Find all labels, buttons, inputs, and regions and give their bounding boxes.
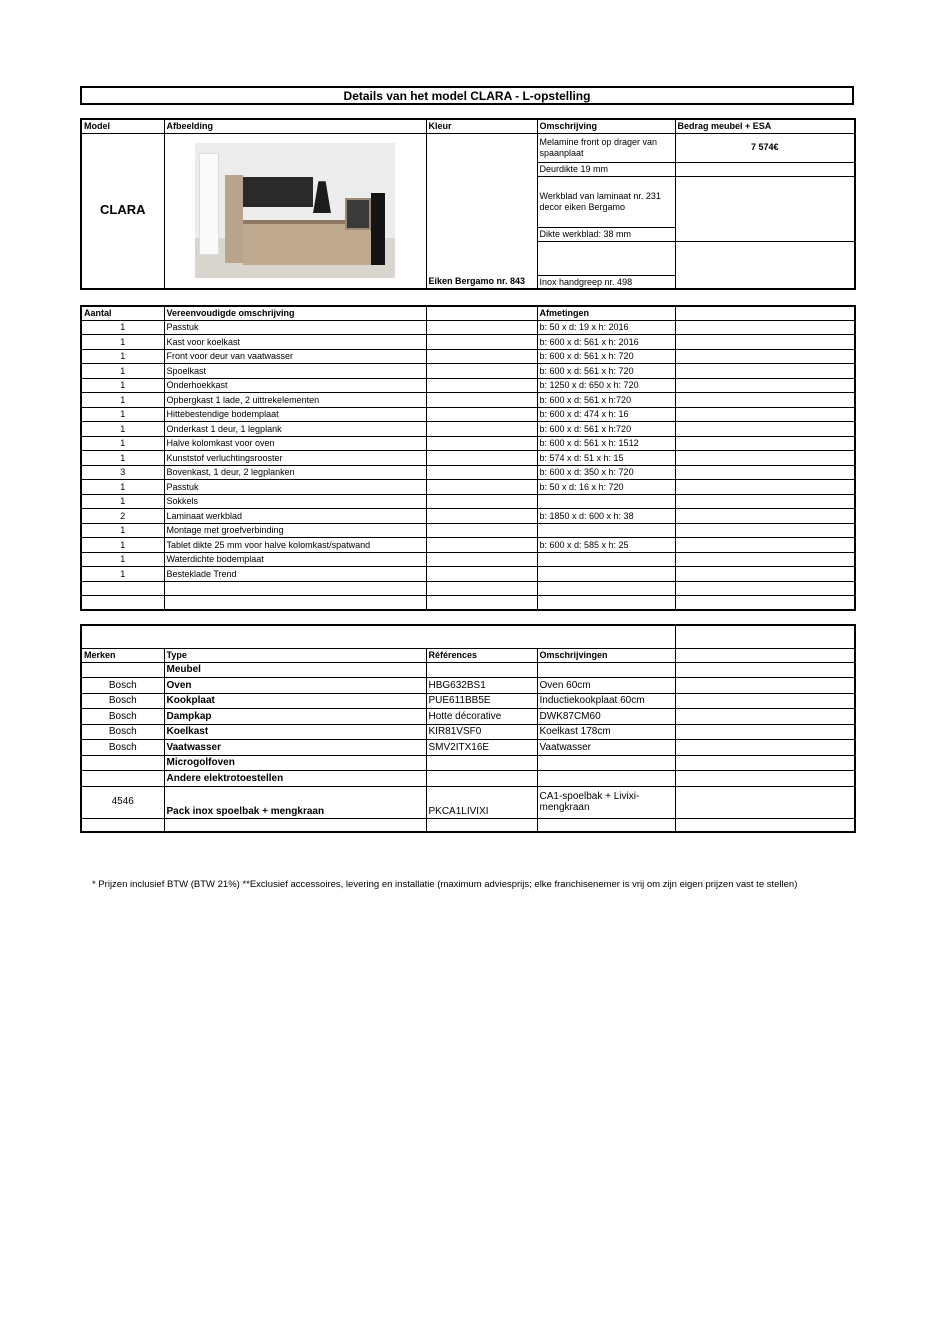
appliance-brand: [81, 771, 164, 787]
item-dimensions: b: 600 x d: 561 x h: 1512: [537, 436, 675, 451]
description-2: Deurdikte 19 mm: [537, 162, 675, 176]
item-qty: 1: [81, 393, 164, 408]
appliance-brand: [81, 755, 164, 771]
item-qty: 1: [81, 480, 164, 495]
item-description: Hittebestendige bodemplaat: [164, 407, 426, 422]
item-description: [164, 581, 426, 596]
appliance-reference: [426, 755, 537, 771]
header-price: Bedrag meubel + ESA: [675, 119, 855, 133]
item-qty: 1: [81, 422, 164, 437]
appliance-type: Microgolfoven: [164, 755, 426, 771]
item-row: [81, 567, 855, 582]
appliance-description: Vaatwasser: [537, 740, 675, 756]
item-dimensions: b: 600 x d: 561 x h:720: [537, 422, 675, 437]
price-value: 7 574€: [675, 133, 855, 162]
appliance-type: Meubel: [164, 662, 426, 678]
item-dimensions: b: 600 x d: 350 x h: 720: [537, 465, 675, 480]
item-dimensions: b: 600 x d: 561 x h:720: [537, 393, 675, 408]
item-description: Onderhoekkast: [164, 378, 426, 393]
item-qty: 1: [81, 567, 164, 582]
appliance-description: Koelkast 178cm: [537, 724, 675, 740]
item-qty: 1: [81, 451, 164, 466]
item-row: [81, 393, 855, 408]
item-dimensions: [537, 581, 675, 596]
appliance-description: Oven 60cm: [537, 678, 675, 694]
item-description: Waterdichte bodemplaat: [164, 552, 426, 567]
item-qty: 1: [81, 335, 164, 350]
item-description: Passtuk: [164, 320, 426, 335]
pack-type: Pack inox spoelbak + mengkraan: [164, 786, 426, 818]
item-dimensions: [537, 494, 675, 509]
item-dimensions: b: 600 x d: 561 x h: 720: [537, 364, 675, 379]
item-dimensions: b: 600 x d: 474 x h: 16: [537, 407, 675, 422]
item-row: [81, 422, 855, 437]
page-title: [80, 86, 854, 105]
item-description: [164, 596, 426, 611]
item-dimensions: [537, 552, 675, 567]
appliance-row: [81, 755, 855, 771]
header-brand: Merken: [81, 648, 164, 662]
header-reference: Références: [426, 648, 537, 662]
appliance-description: [537, 771, 675, 787]
item-dimensions: b: 600 x d: 561 x h: 720: [537, 349, 675, 364]
color-value: Eiken Bergamo nr. 843: [426, 133, 537, 289]
page-title-text: Details van het model CLARA - L-opstelling: [343, 88, 591, 103]
header-model: Model: [81, 119, 164, 133]
item-dimensions: [537, 567, 675, 582]
item-qty: 1: [81, 407, 164, 422]
item-description: Kunststof verluchtingsrooster: [164, 451, 426, 466]
item-row: [81, 538, 855, 553]
item-row: [81, 465, 855, 480]
description-3: Werkblad van laminaat nr. 231 decor eiken Bergamo: [537, 176, 675, 227]
item-description: Passtuk: [164, 480, 426, 495]
item-row: [81, 523, 855, 538]
item-dimensions: b: 1250 x d: 650 x h: 720: [537, 378, 675, 393]
item-description: Front voor deur van vaatwasser: [164, 349, 426, 364]
header-image: Afbeelding: [164, 119, 426, 133]
header-type: Type: [164, 648, 426, 662]
item-dimensions: b: 600 x d: 585 x h: 25: [537, 538, 675, 553]
item-row: [81, 436, 855, 451]
appliance-type: Koelkast: [164, 724, 426, 740]
pack-description: CA1-spoelbak + Livixi-mengkraan: [537, 786, 675, 818]
item-dimensions: b: 50 x d: 19 x h: 2016: [537, 320, 675, 335]
item-qty: 1: [81, 320, 164, 335]
item-qty: 1: [81, 378, 164, 393]
item-qty: 3: [81, 465, 164, 480]
item-row: [81, 509, 855, 524]
item-dimensions: b: 1850 x d: 600 x h: 38: [537, 509, 675, 524]
appliance-row: [81, 724, 855, 740]
appliance-reference: [426, 771, 537, 787]
item-dimensions: [537, 596, 675, 611]
kitchen-image: [195, 143, 395, 278]
appliance-description: Inductiekookplaat 60cm: [537, 693, 675, 709]
appliance-row: [81, 662, 855, 678]
item-row: [81, 378, 855, 393]
item-row: [81, 596, 855, 611]
pack-row: [81, 786, 855, 818]
appliance-reference: Hotte décorative: [426, 709, 537, 725]
footnote: * Prijzen inclusief BTW (BTW 21%) **Exclusief accessoires, levering en installatie (maximum adviesprijs; elke franchisenemer is vrij om zijn eigen prijzen vast te stellen): [92, 879, 798, 890]
item-description: Besteklade Trend: [164, 567, 426, 582]
item-qty: 1: [81, 349, 164, 364]
description-1: Melamine front op drager van spaanplaat: [537, 133, 675, 162]
header-descriptions: Omschrijvingen: [537, 648, 675, 662]
item-description: Halve kolomkast voor oven: [164, 436, 426, 451]
item-description: Montage met groefverbinding: [164, 523, 426, 538]
item-row: [81, 451, 855, 466]
header-color: Kleur: [426, 119, 537, 133]
appliance-brand: Bosch: [81, 724, 164, 740]
appliance-row: [81, 740, 855, 756]
item-row: [81, 349, 855, 364]
item-qty: 1: [81, 494, 164, 509]
item-description: Opbergkast 1 lade, 2 uittrekelementen: [164, 393, 426, 408]
header-simple-description: Vereenvoudigde omschrijving: [164, 306, 426, 320]
appliance-description: [537, 662, 675, 678]
item-qty: [81, 596, 164, 611]
appliance-type: Vaatwasser: [164, 740, 426, 756]
model-table: [80, 118, 856, 290]
model-image-cell: [164, 133, 426, 289]
item-description: Onderkast 1 deur, 1 legplank: [164, 422, 426, 437]
appliance-row: [81, 771, 855, 787]
item-qty: [81, 581, 164, 596]
item-qty: 2: [81, 509, 164, 524]
header-qty: Aantal: [81, 306, 164, 320]
item-dimensions: b: 600 x d: 561 x h: 2016: [537, 335, 675, 350]
item-row: [81, 364, 855, 379]
pack-reference: PKCA1LIVIXI: [426, 786, 537, 818]
item-qty: 1: [81, 436, 164, 451]
item-row: [81, 581, 855, 596]
item-qty: 1: [81, 523, 164, 538]
item-row: [81, 407, 855, 422]
appliance-brand: Bosch: [81, 740, 164, 756]
appliance-type: Kookplaat: [164, 693, 426, 709]
items-table: [80, 305, 856, 611]
item-description: Tablet dikte 25 mm voor halve kolomkast/spatwand: [164, 538, 426, 553]
item-dimensions: [537, 523, 675, 538]
header-dimensions: Afmetingen: [537, 306, 675, 320]
item-description: Sokkels: [164, 494, 426, 509]
item-dimensions: b: 574 x d: 51 x h: 15: [537, 451, 675, 466]
appliance-type: Dampkap: [164, 709, 426, 725]
appliance-row: [81, 678, 855, 694]
pack-brand: 4546: [81, 786, 164, 818]
appliance-brand: Bosch: [81, 678, 164, 694]
model-name: CLARA: [81, 133, 164, 289]
appliance-description: DWK87CM60: [537, 709, 675, 725]
appliances-table: [80, 624, 856, 833]
appliance-brand: Bosch: [81, 693, 164, 709]
item-row: [81, 320, 855, 335]
item-description: Spoelkast: [164, 364, 426, 379]
header-description: Omschrijving: [537, 119, 675, 133]
appliance-reference: PUE611BB5E: [426, 693, 537, 709]
appliance-brand: Bosch: [81, 709, 164, 725]
item-row: [81, 335, 855, 350]
appliance-type: Oven: [164, 678, 426, 694]
description-4: Dikte werkblad: 38 mm: [537, 227, 675, 241]
item-row: [81, 494, 855, 509]
item-row: [81, 552, 855, 567]
item-qty: 1: [81, 538, 164, 553]
item-description: Laminaat werkblad: [164, 509, 426, 524]
appliance-reference: SMV2ITX16E: [426, 740, 537, 756]
item-description: Kast voor koelkast: [164, 335, 426, 350]
item-description: Bovenkast, 1 deur, 2 legplanken: [164, 465, 426, 480]
appliance-reference: [426, 662, 537, 678]
appliance-reference: HBG632BS1: [426, 678, 537, 694]
item-qty: 1: [81, 552, 164, 567]
appliance-row: [81, 693, 855, 709]
appliance-type: Andere elektrotoestellen: [164, 771, 426, 787]
appliance-brand: [81, 662, 164, 678]
item-dimensions: b: 50 x d: 16 x h: 720: [537, 480, 675, 495]
appliance-description: [537, 755, 675, 771]
appliance-reference: KIR81VSF0: [426, 724, 537, 740]
item-row: [81, 480, 855, 495]
appliance-row: [81, 709, 855, 725]
description-5: Inox handgreep nr. 498: [537, 275, 675, 289]
item-qty: 1: [81, 364, 164, 379]
